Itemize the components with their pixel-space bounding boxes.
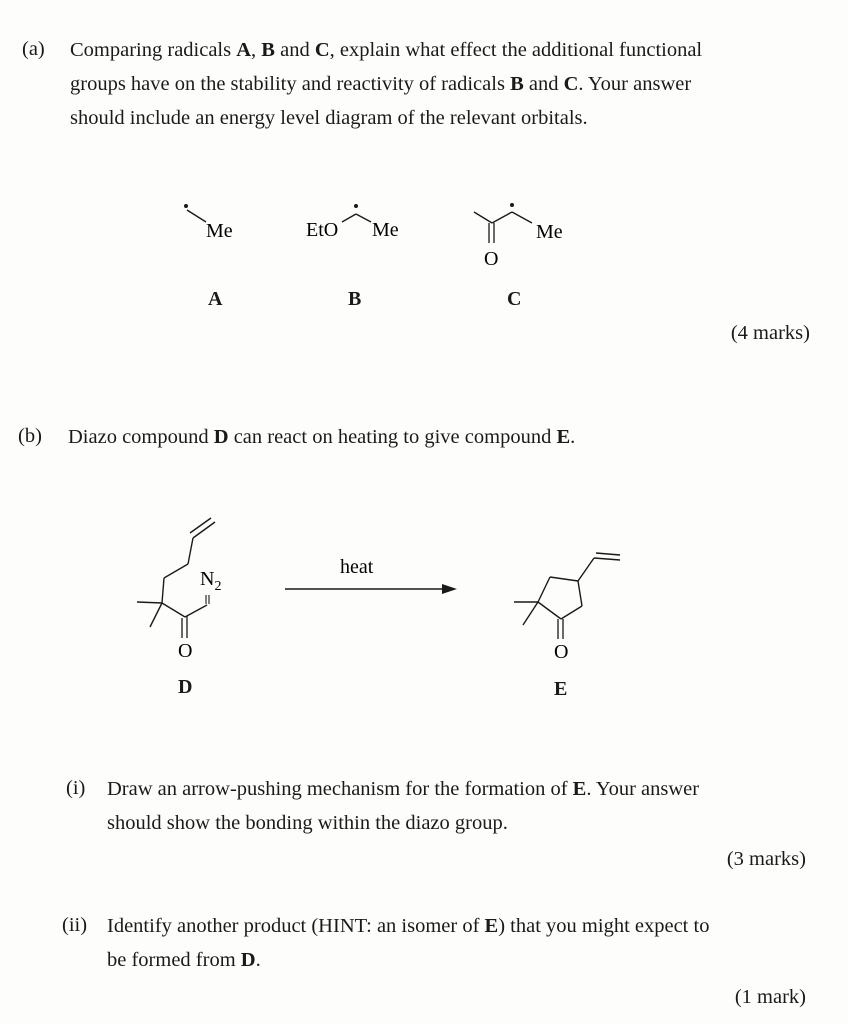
radical-B-eto: EtO [306, 219, 339, 241]
compound-E [514, 553, 620, 663]
sub-i-label: (i) [66, 777, 86, 799]
radical-A-me: Me [206, 220, 233, 242]
radical-B [306, 204, 399, 241]
compound-D-n2: $N_2$ [200, 568, 222, 594]
part-a-question [70, 33, 810, 135]
radical-C-oxygen: O [484, 248, 499, 270]
radical-structures [0, 190, 848, 280]
radical-A-label: A [208, 288, 223, 310]
compound-E-oxygen: O [554, 641, 569, 663]
sub-i-line-2: should show the bonding within the diazo group. [107, 812, 508, 834]
sub-ii-line-2: be formed from D. [107, 949, 261, 971]
compound-E-label: E [554, 678, 568, 700]
sub-i-question [107, 772, 827, 840]
compound-D [137, 518, 221, 662]
part-a-line-3: should include an energy level diagram of the relevant orbitals. [70, 107, 588, 129]
compound-D-oxygen: O [178, 640, 193, 662]
part-a-label: (a) [22, 38, 45, 60]
radical-B-me: Me [372, 219, 399, 241]
radical-C-label: C [507, 288, 522, 310]
reaction-arrow [285, 556, 457, 594]
radical-B-label: B [348, 288, 362, 310]
reaction-scheme [0, 505, 848, 670]
sub-ii-label: (ii) [62, 914, 88, 936]
sub-i-line-1: Draw an arrow-pushing mechanism for the formation of E. Your answer [107, 778, 700, 800]
reaction-condition: heat [340, 556, 374, 578]
sub-ii-marks: (1 mark) [734, 986, 806, 1008]
compound-D-label: D [178, 676, 193, 698]
radical-C-me: Me [536, 221, 563, 243]
radical-A [184, 204, 233, 242]
radical-C [474, 203, 563, 270]
part-b-question: Diazo compound D can react on heating to give compound E. [68, 426, 576, 448]
sub-i-marks: (3 marks) [726, 848, 806, 870]
part-a-line-1: Comparing radicals A, B and C, explain what effect the additional functional [70, 39, 703, 61]
part-a-line-2: groups have on the stability and reactivity of radicals B and C. Your answer [70, 73, 692, 95]
sub-ii-question [107, 909, 827, 977]
part-a-marks: (4 marks) [730, 322, 810, 344]
part-b-label: (b) [18, 425, 42, 447]
sub-ii-line-1: Identify another product (HINT: an isomer of E) that you might expect to [107, 915, 710, 937]
